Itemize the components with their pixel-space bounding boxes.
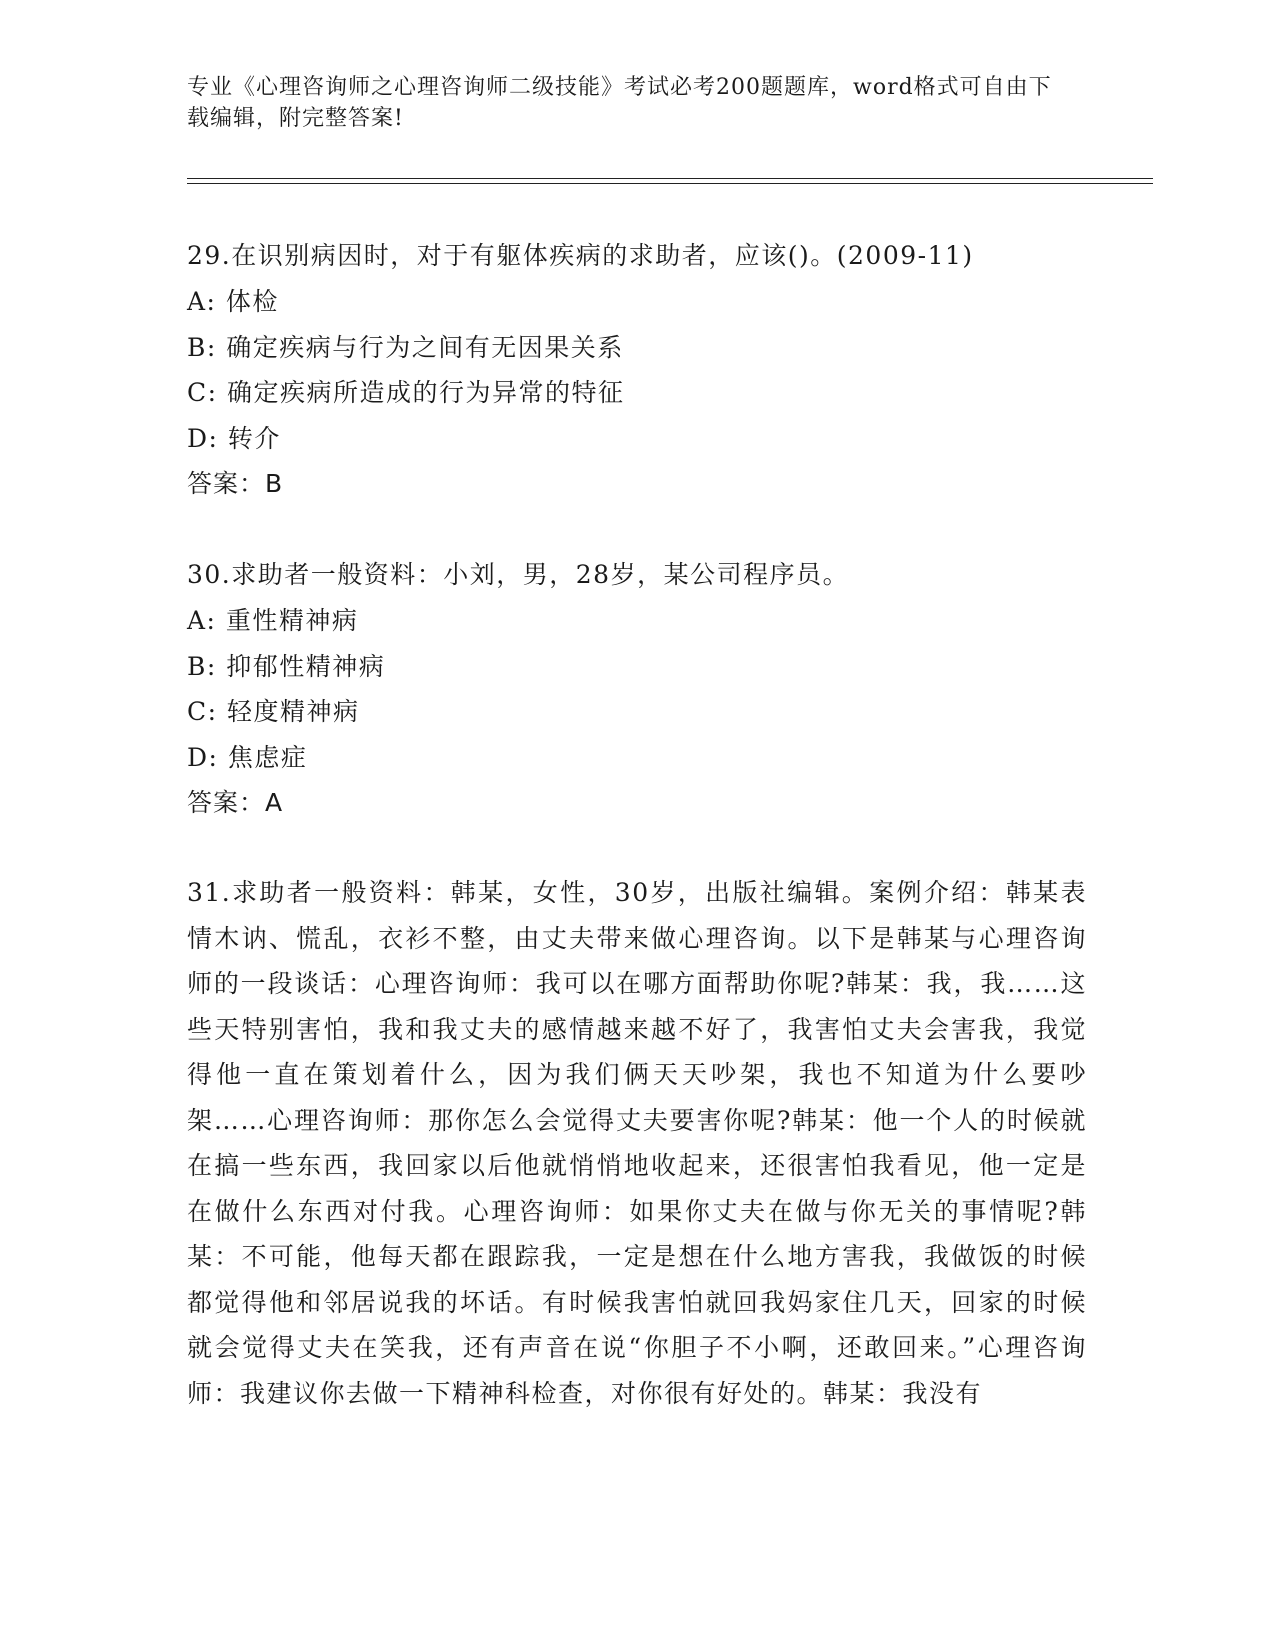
question-stem: 29.在识别病因时，对于有躯体疾病的求助者，应该()。(2009-11) <box>187 241 974 270</box>
question-29 <box>187 233 1087 507</box>
option-a: A: 体检 <box>187 287 279 316</box>
option-d: D: 转介 <box>187 423 281 453</box>
option-b: B: 确定疾病与行为之间有无因果关系 <box>187 332 624 362</box>
option-b: B: 抑郁性精神病 <box>187 651 386 681</box>
option-c: C: 轻度精神病 <box>187 697 360 726</box>
option-a: A: 重性精神病 <box>187 606 359 635</box>
question-stem: 30.求助者一般资料：小刘，男，28岁，某公司程序员。 <box>187 560 850 589</box>
option-c: C: 确定疾病所造成的行为异常的特征 <box>187 378 625 407</box>
option-d: D: 焦虑症 <box>187 742 308 772</box>
header-divider-bottom <box>187 183 1153 184</box>
answer-line: 答案：A <box>187 788 284 817</box>
question-30 <box>187 552 1087 826</box>
question-stem: 31.求助者一般资料：韩某，女性，30岁，出版社编辑。案例介绍：韩某表情木讷、慌乱，衣衫不整，由丈夫带来做心理咨询。以下是韩某与心理咨询师的一段谈话：心理咨询师：我可以在哪方面帮助你呢?韩某：我，我……这些天特别害怕，我和我丈夫的感情越来越不好了，我害怕丈夫会害我，我觉得他一直在策划着什么，因为我们俩天天吵架，我也不知道为什么要吵架……心理咨询师：那你怎么会觉得丈夫要害你呢?韩某：他一个人的时候就在搞一些东西，我回家以后他就悄悄地收起来，还很害怕我看见，他一定是在做什么东西对付我。心理咨询师：如果你丈夫在做与你无关的事情呢?韩某：不可能，他每天都在跟踪我，一定是想在什么地方害我，我做饭的时候都觉得他和邻居说我的坏话。有时候我害怕就回我妈家住几天，回家的时候就会觉得丈夫在笑我，还有声音在说“你胆子不小啊，还敢回来。”心理咨询师：我建议你去做一下精神科检查，对你很有好处的。韩某：我没有 <box>187 878 1087 1408</box>
header-divider-top <box>187 178 1153 179</box>
document-header: 专业《心理咨询师之心理咨询师二级技能》考试必考200题题库，word格式可自由下载编辑，附完整答案! <box>187 75 1052 131</box>
answer-line: 答案：B <box>187 469 284 498</box>
question-31 <box>187 870 1087 1416</box>
